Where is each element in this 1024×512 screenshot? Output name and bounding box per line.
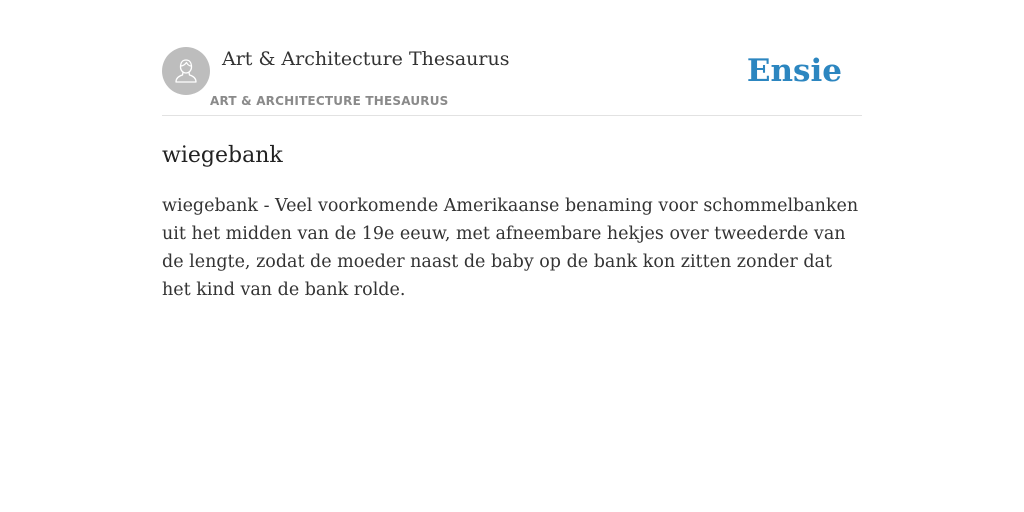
term-title: wiegebank: [162, 143, 283, 168]
term-definition: wiegebank - Veel voorkomende Amerikaanse benaming voor schommelbanken uit het midden van de 19e eeuw, met afneembare hekjes over tweederde van de lengte, zodat de moeder naast de baby op de bank kon zitten zonder dat het kind van de bank rolde.: [162, 196, 859, 300]
source-label[interactable]: ART & ARCHITECTURE THESAURUS: [210, 94, 449, 108]
avatar[interactable]: [162, 47, 210, 95]
author-name[interactable]: Art & Architecture Thesaurus: [222, 48, 510, 70]
entry-header: [162, 47, 862, 116]
user-avatar-icon: [171, 56, 201, 86]
ensie-logo[interactable]: Ensie: [746, 53, 842, 89]
page: [162, 0, 862, 304]
